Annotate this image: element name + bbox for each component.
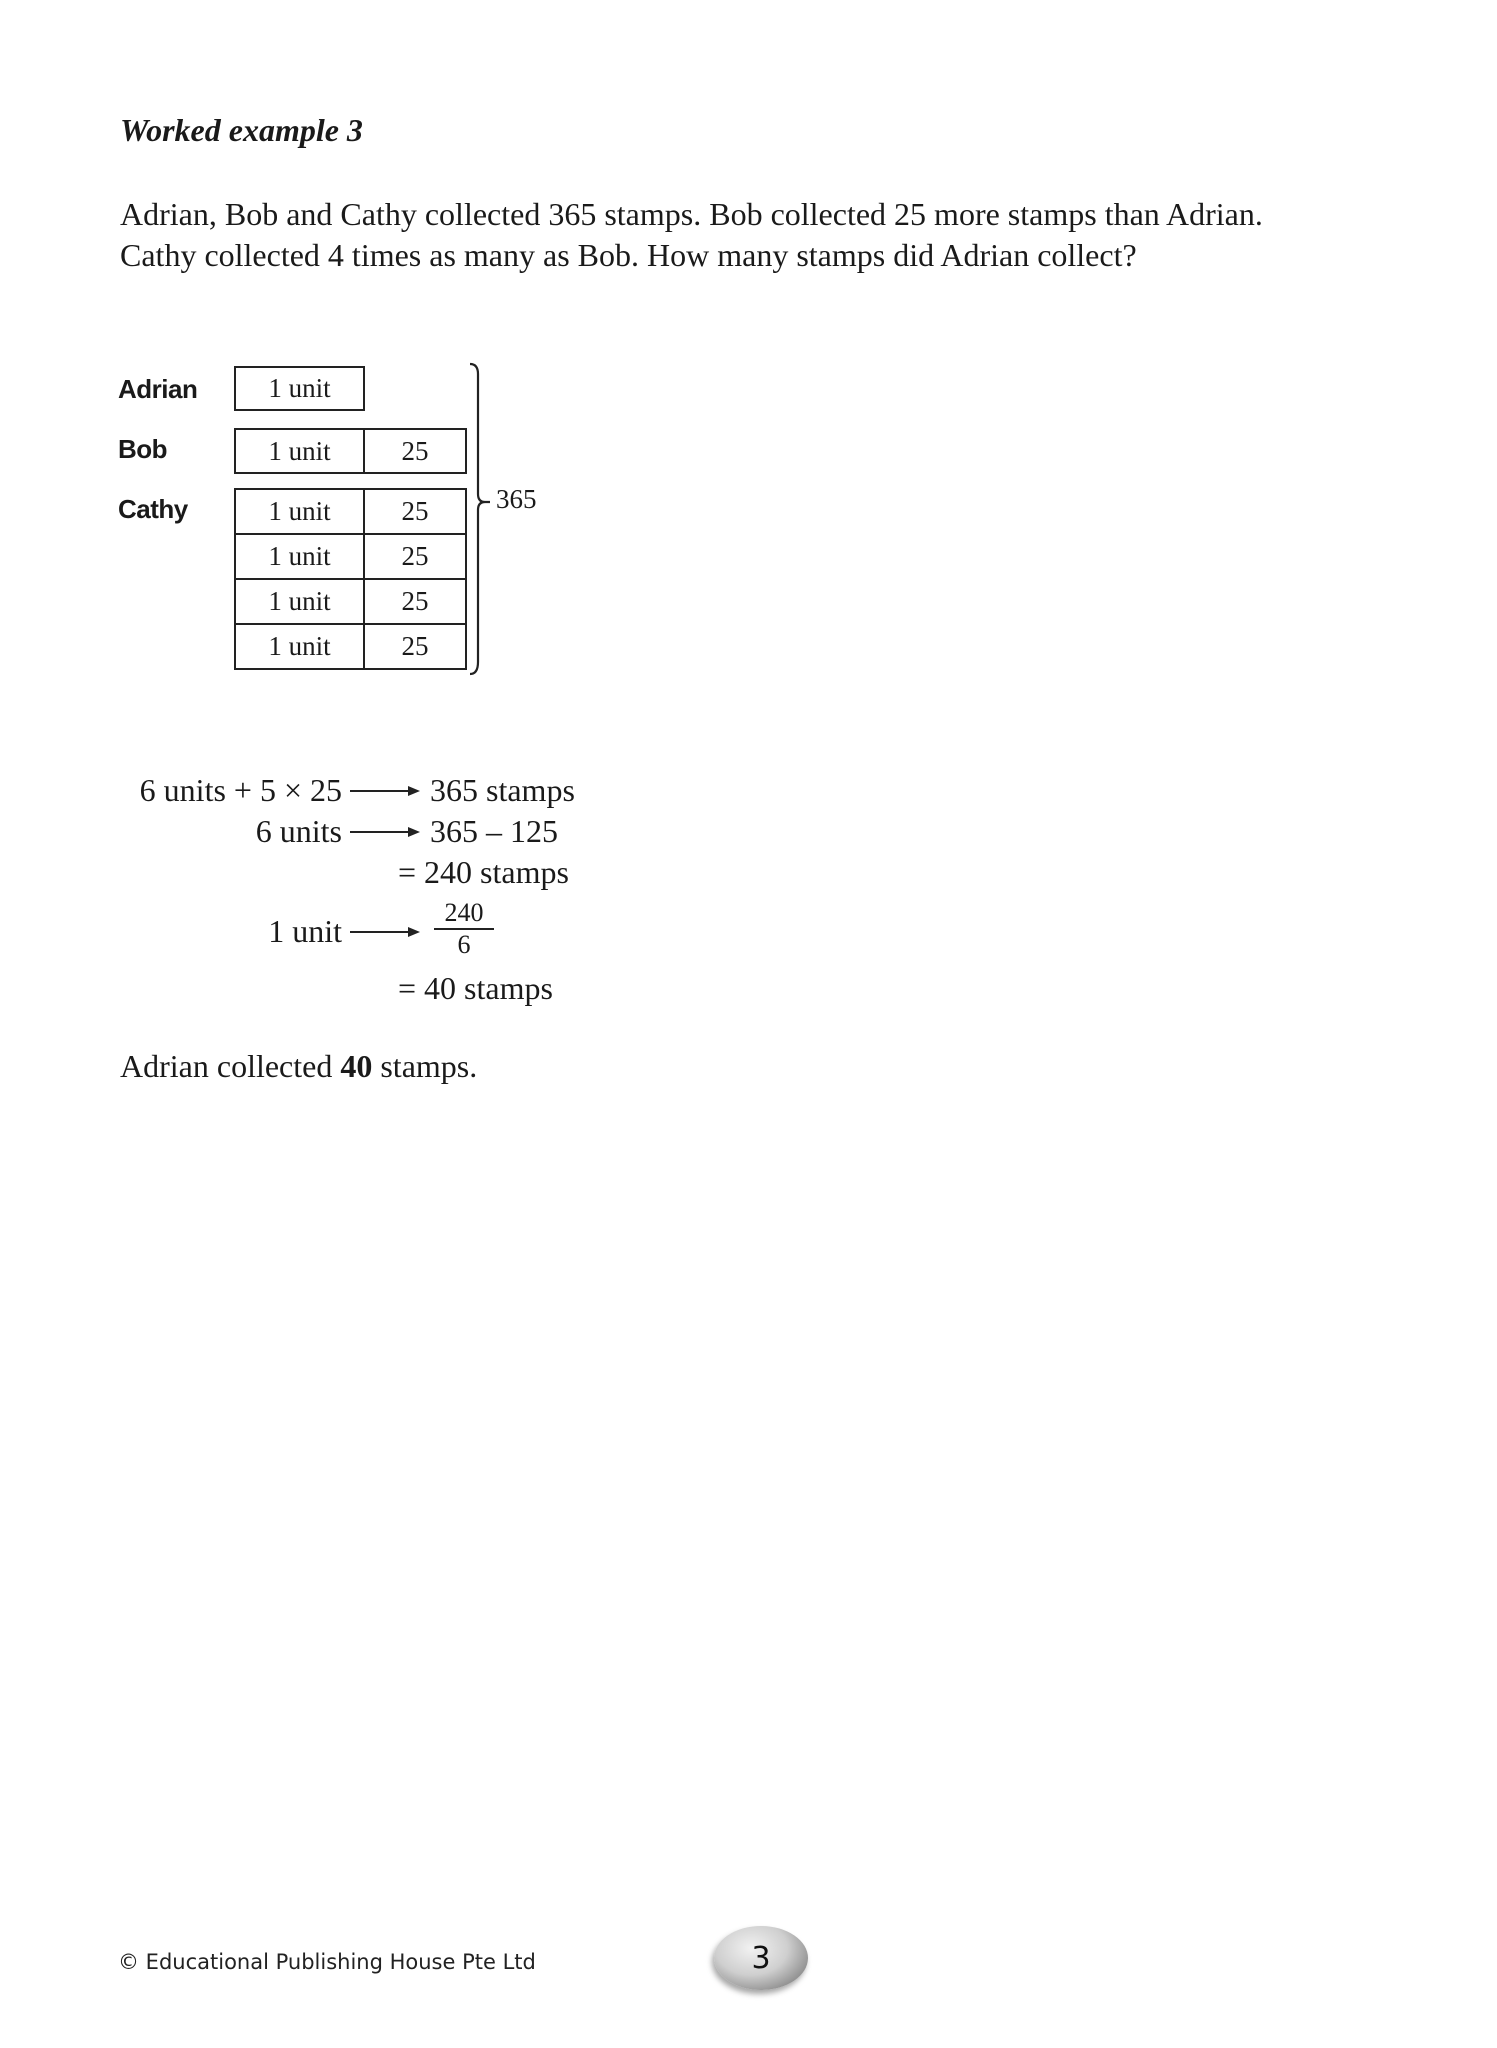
cathy-extra-box-2: 25 xyxy=(363,533,467,580)
worked-example-heading: Worked example 3 xyxy=(120,112,363,148)
step4-left: 1 unit xyxy=(268,913,342,949)
total-label: 365 xyxy=(496,484,537,514)
fraction xyxy=(434,898,494,960)
problem-line-1: Adrian, Bob and Cathy collected 365 stamps. Bob collected 25 more stamps than Adrian. xyxy=(120,196,1263,232)
cathy-extra-box-3: 25 xyxy=(363,578,467,625)
step3-result: = 240 stamps xyxy=(398,854,569,890)
fraction-numerator: 240 xyxy=(444,898,484,927)
bob-extra-box: 25 xyxy=(363,428,467,474)
problem-line-2: Cathy collected 4 times as many as Bob. How many stamps did Adrian collect? xyxy=(120,237,1137,273)
answer-value: 40 xyxy=(340,1048,373,1084)
arrow-right-icon xyxy=(350,921,422,943)
page-number: 3 xyxy=(751,1940,771,1976)
arrow-right-icon xyxy=(350,821,422,843)
step1-right: 365 stamps xyxy=(430,772,575,808)
label-bob: Bob xyxy=(118,434,168,464)
fraction-denominator: 6 xyxy=(457,930,471,959)
step5-result: = 40 stamps xyxy=(398,970,553,1006)
page-number-badge xyxy=(714,1926,808,1990)
cathy-unit-box-4: 1 unit xyxy=(234,623,365,670)
cathy-unit-box-3: 1 unit xyxy=(234,578,365,625)
step2-right: 365 – 125 xyxy=(430,813,558,849)
right-brace-icon xyxy=(468,362,498,678)
step2-left: 6 units xyxy=(255,813,342,849)
step1-left: 6 units + 5 × 25 xyxy=(139,772,342,808)
copyright-footer: © Educational Publishing House Pte Ltd xyxy=(118,1950,536,1974)
adrian-unit-box: 1 unit xyxy=(234,366,365,411)
cathy-extra-box-1: 25 xyxy=(363,488,467,535)
label-adrian: Adrian xyxy=(118,374,198,404)
answer-prefix: Adrian collected xyxy=(120,1048,341,1084)
cathy-extra-box-4: 25 xyxy=(363,623,467,670)
cathy-unit-box-2: 1 unit xyxy=(234,533,365,580)
answer-statement xyxy=(120,1048,477,1085)
answer-suffix: stamps. xyxy=(372,1048,478,1084)
label-cathy: Cathy xyxy=(118,494,188,524)
arrow-right-icon xyxy=(350,780,422,802)
bob-unit-box: 1 unit xyxy=(234,428,365,474)
problem-statement xyxy=(120,194,1380,276)
cathy-unit-box-1: 1 unit xyxy=(234,488,365,535)
